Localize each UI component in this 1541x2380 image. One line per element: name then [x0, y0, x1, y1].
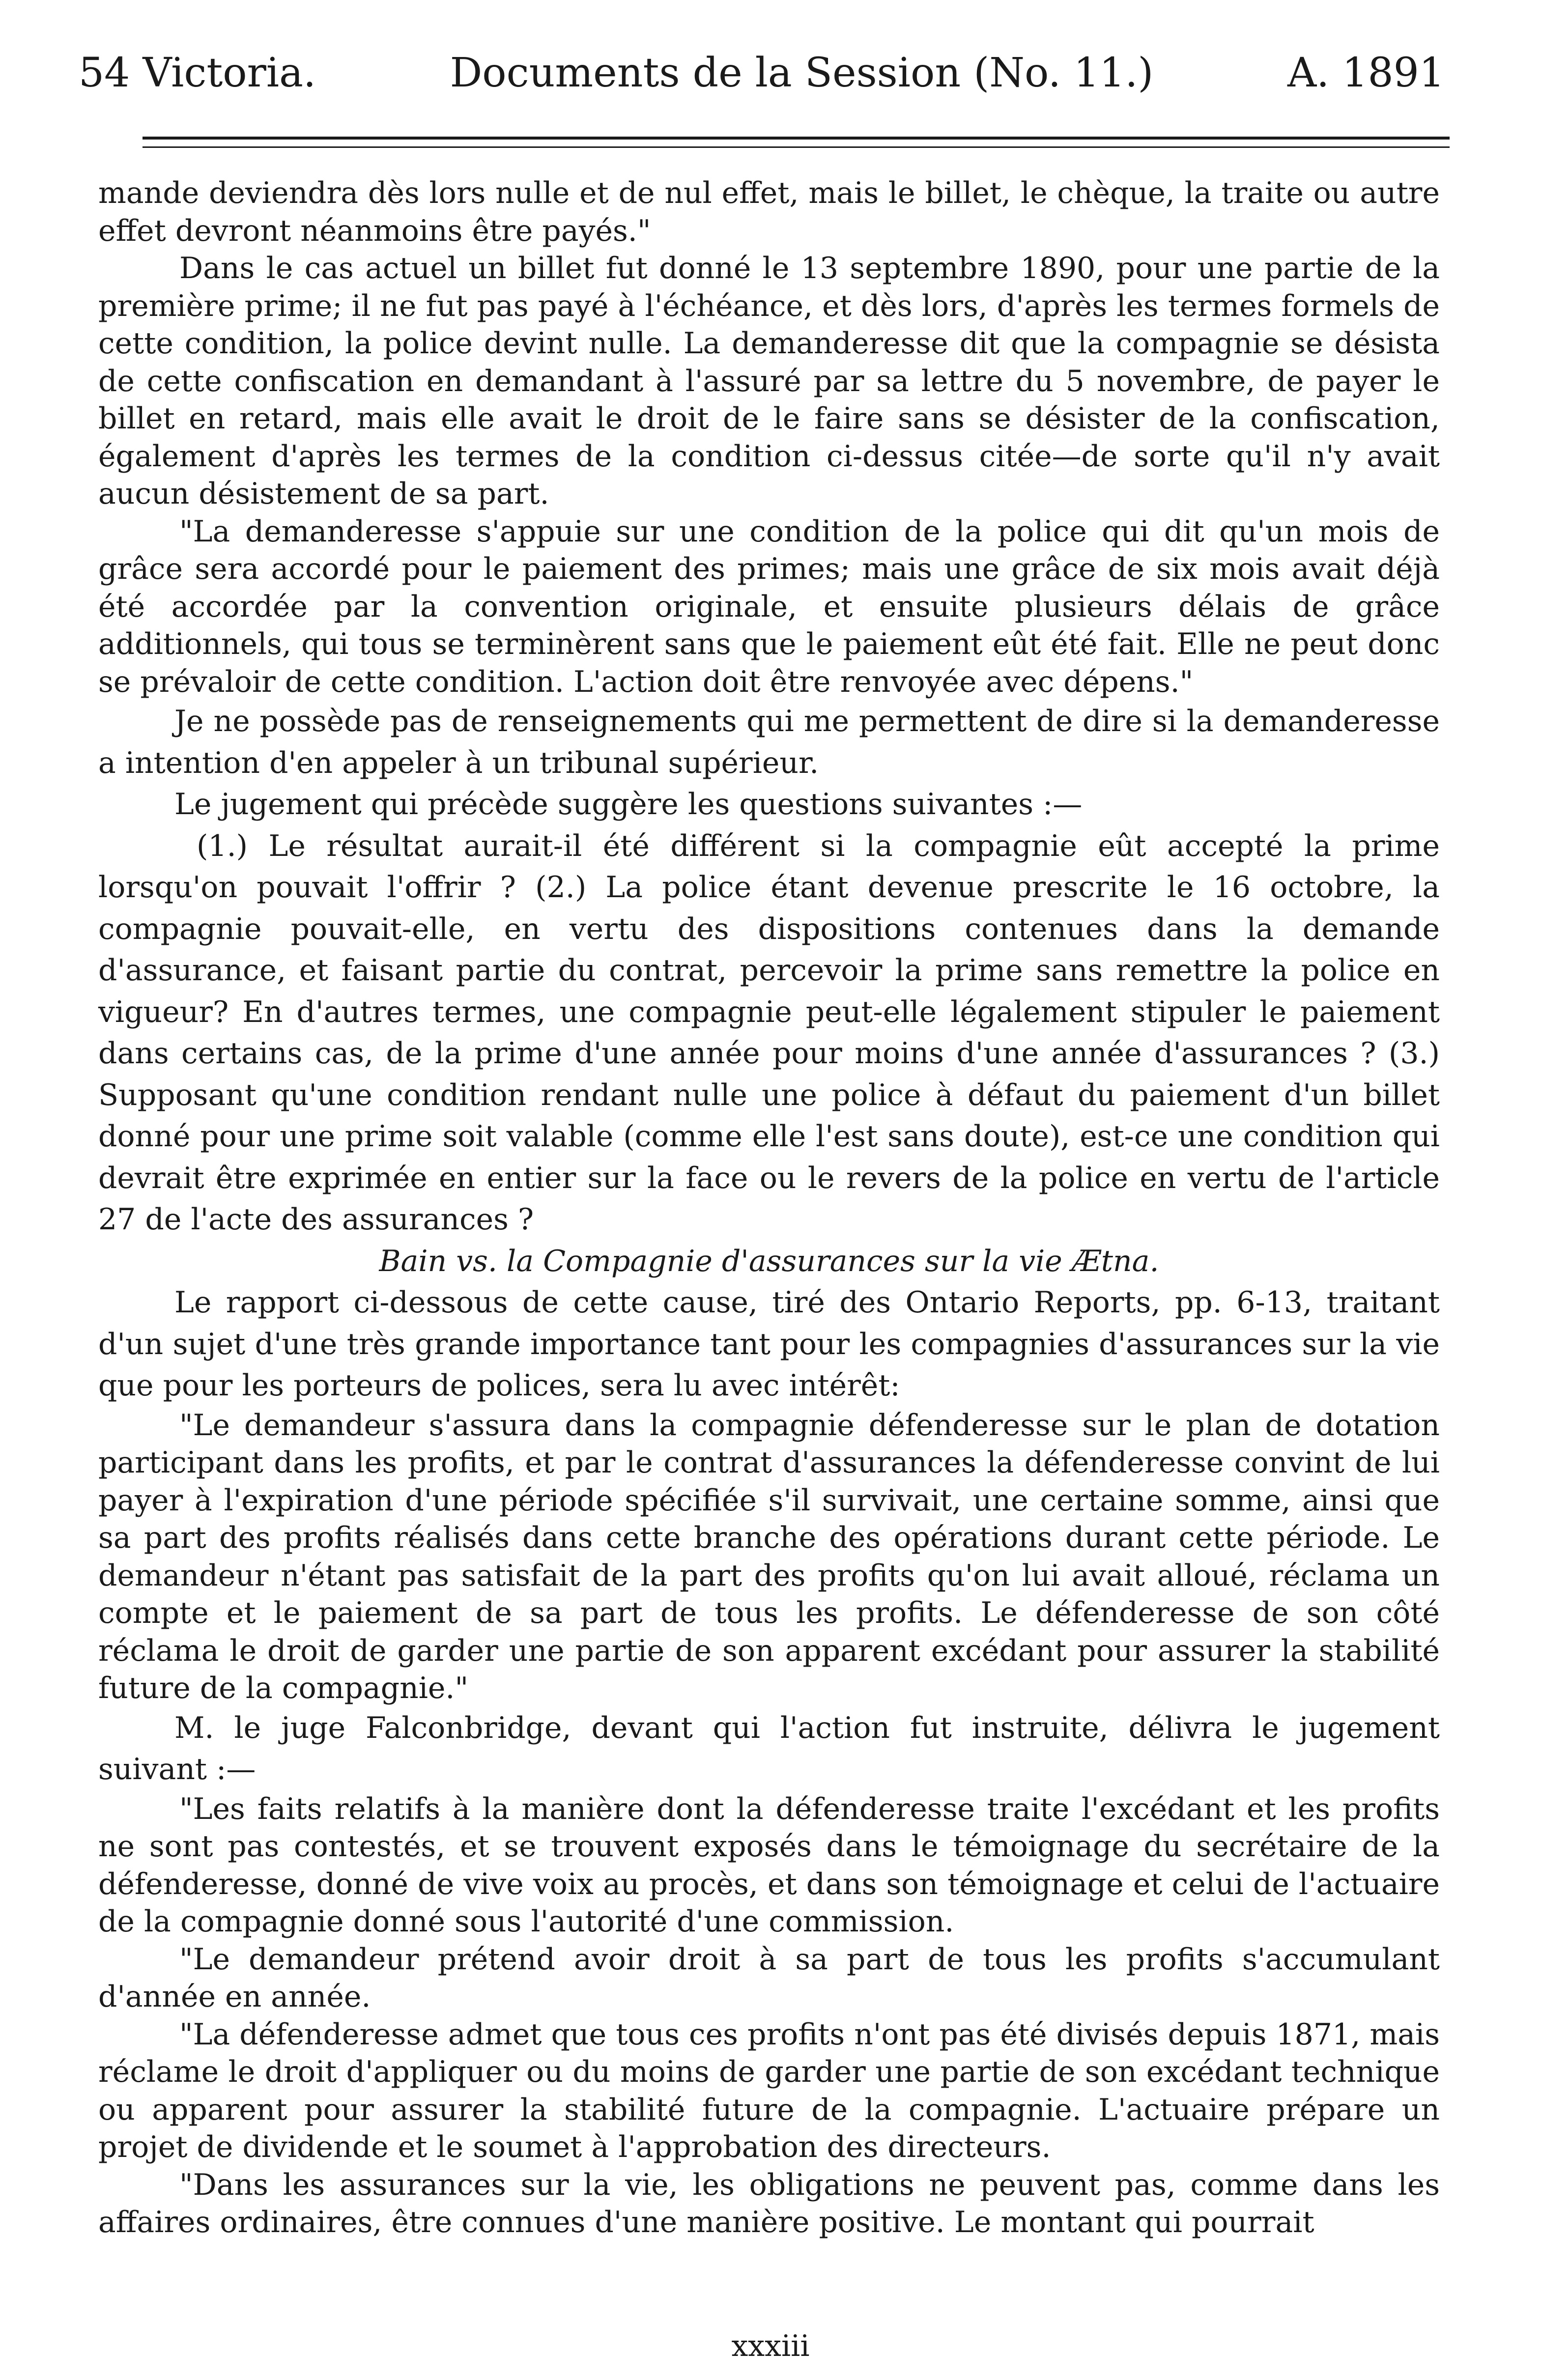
- body-paragraph: "Le demandeur prétend avoir droit à sa part de tous les profits s'accumulant d'année en année.: [98, 1942, 1440, 2014]
- body-paragraph: (1.) Le résultat aurait-il été différent si la compagnie eût accepté la prime lorsqu'on pouvait l'offrir ? (2.) La police étant devenue prescrite le 16 octobre, la compagnie pouvait-elle, en vertu des dispositions contenues dans la demande d'assurance, et faisant partie du contrat, percevoir la prime sans remettre la police en vigueur? En d'autres termes, une compagnie peut-elle légalement stipuler le paiement dans certains cas, de la prime d'une année pour moins d'une année d'assurances ? (3.) Supposant qu'une condition rendant nulle une police à défaut du paiement d'un billet donné pour une prime soit valable (comme elle l'est sans doute), est-ce une condition qui devrait être exprimée en entier sur la face ou le revers de la police en vertu de l'article 27 de l'acte des assurances ?: [98, 828, 1440, 1237]
- body-paragraph: "La défenderesse admet que tous ces profits n'ont pas été divisés depuis 1871, mais réclame le droit d'appliquer ou du moins de garder une partie de son excédant technique ou apparent pour assurer la stabilité future de la compagnie. L'actuaire prépare un projet de dividende et le soumet à l'approbation des directeurs.: [98, 2017, 1440, 2164]
- header-rule-thick: [143, 137, 1450, 140]
- body-paragraph: mande deviendra dès lors nulle et de nul effet, mais le billet, le chèque, la traite ou autre effet devront néanmoins être payés.": [98, 176, 1440, 248]
- body-paragraph: M. le juge Falconbridge, devant qui l'action fut instruite, délivra le jugement suivant :—: [98, 1710, 1440, 1786]
- header-rule-thin: [143, 146, 1450, 148]
- body-paragraph: "Dans les assurances sur la vie, les obligations ne peuvent pas, comme dans les affaires ordinaires, être connues d'une manière positive. Le montant qui pourrait: [98, 2167, 1440, 2239]
- body-paragraph: "La demanderesse s'appuie sur une condition de la police qui dit qu'un mois de grâce sera accordé pour le paiement des primes; mais une grâce de six mois avait déjà été accordée par la convention originale, et ensuite plusieurs délais de grâce additionnels, qui tous se terminèrent sans que le paiement eût été fait. Elle ne peut donc se prévaloir de cette condition. L'action doit être renvoyée avec dépens.": [98, 514, 1440, 699]
- page-number: xxxiii: [731, 2329, 810, 2363]
- body-paragraph: "Le demandeur s'assura dans la compagnie défenderesse sur le plan de dotation participant dans les profits, et par le contrat d'assurances la défenderesse convint de lui payer à l'expiration d'une période spécifiée s'il survivait, une certaine somme, ainsi que sa part des profits réalisés dans cette branche des opérations durant cette période. Le demandeur n'étant pas satisfait de la part des profits qu'on lui avait alloué, réclama un compte et le paiement de sa part de tous les profits. Le défenderesse de son côté réclama le droit de garder une partie de son apparent excédant pour assurer la stabilité future de la compagnie.": [98, 1408, 1440, 1705]
- body-paragraph: "Les faits relatifs à la manière dont la défenderesse traite l'excédant et les profits ne sont pas contestés, et se trouvent exposés dans le témoignage du secrétaire de la défenderesse, donné de vive voix au procès, et dans son témoignage et celui de l'actuaire de la compagnie donné sous l'autorité d'une commission.: [98, 1791, 1440, 1939]
- header-title: Documents de la Session (No. 11.): [450, 49, 1154, 96]
- page-body: [98, 174, 1440, 2241]
- header-year: A. 1891: [1287, 49, 1445, 96]
- body-paragraph: Dans le cas actuel un billet fut donné le 13 septembre 1890, pour une partie de la première prime; il ne fut pas payé à l'échéance, et dès lors, d'après les termes formels de cette condition, la police devint nulle. La demanderesse dit que la compagnie se désista de cette confiscation en demandant à l'assuré par sa lettre du 5 novembre, de payer le billet en retard, mais elle avait le droit de le faire sans se désister de la confiscation, également d'après les termes de la condition ci-dessus citée—de sorte qu'il n'y avait aucun désistement de sa part.: [98, 251, 1440, 511]
- case-heading: Bain vs. la Compagnie d'assurances sur la vie Ætna.: [379, 1244, 1159, 1278]
- body-paragraph: Le rapport ci-dessous de cette cause, tiré des Ontario Reports, pp. 6-13, traitant d'un sujet d'une très grande importance tant pour les compagnies d'assurances sur la vie que pour les porteurs de polices, sera lu avec intérêt:: [98, 1285, 1440, 1403]
- body-paragraph: Le jugement qui précède suggère les questions suivantes :—: [174, 787, 1083, 822]
- running-header: [79, 43, 1445, 102]
- header-volume: 54 Victoria.: [79, 49, 316, 96]
- body-paragraph: Je ne possède pas de renseignements qui me permettent de dire si la demanderesse a intention d'en appeler à un tribunal supérieur.: [98, 704, 1440, 780]
